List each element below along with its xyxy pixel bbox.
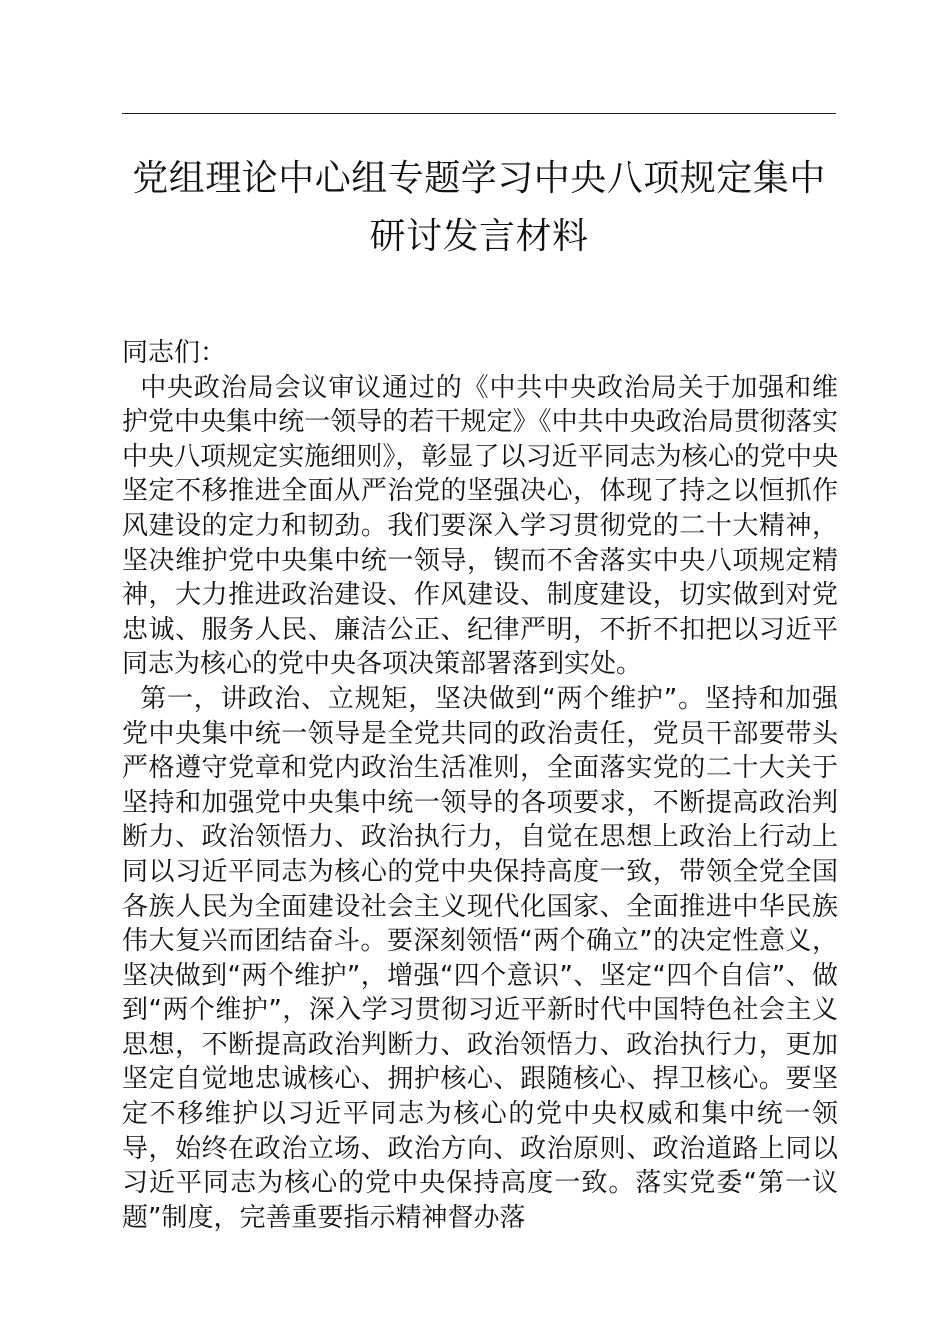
- document-title: 党组理论中心组专题学习中央八项规定集中研讨发言材料: [132, 158, 826, 257]
- salutation: 同志们：: [122, 338, 227, 368]
- paragraph-intro: 中央政治局会议审议通过的《中共中央政治局关于加强和维护党中央集中统一领导的若干规定》《中共中央政治局贯彻落实中央八项规定实施细则》，彰显了以习近平同志为核心的党中央坚定不移推进全面从严治党的坚强决心，体现了持之以恒抓作风建设的定力和韧劲。我们要深入学习贯彻党的二十大精神，坚决维护党中央集中统一领导，锲而不舍落实中央八项规定精神，大力推进政治建设、作风建设、制度建设，切实做到对党忠诚、服务人民、廉洁公正、纪律严明，不折不扣把以习近平同志为核心的党中央各项决策部署落到实处。: [122, 372, 838, 680]
- header-rule: [122, 113, 836, 114]
- paragraph-point-one: 第一，讲政治、立规矩，坚决做到“两个维护”。坚持和加强党中央集中统一领导是全党共同的政治责任，党员干部要带头严格遵守党章和党内政治生活准则，全面落实党的二十大关于坚持和加强党中央集中统一领导的各项要求，不断提高政治判断力、政治领悟力、政治执行力，自觉在思想上政治上行动上同以习近平同志为核心的党中央保持高度一致，带领全党全国各族人民为全面建设社会主义现代化国家、全面推进中华民族伟大复兴而团结奋斗。要深刻领悟“两个确立”的决定性意义，坚决做到“两个维护”，增强“四个意识”、坚定“四个自信”、做到“两个维护”，深入学习贯彻习近平新时代中国特色社会主义思想，不断提高政治判断力、政治领悟力、政治执行力，更加坚定自觉地忠诚核心、拥护核心、跟随核心、捍卫核心。要坚定不移维护以习近平同志为核心的党中央权威和集中统一领导，始终在政治立场、政治方向、政治原则、政治道路上同以习近平同志为核心的党中央保持高度一致。落实党委“第一议题”制度，完善重要指示精神督办落: [122, 683, 838, 1233]
- document-body: [122, 336, 838, 1235]
